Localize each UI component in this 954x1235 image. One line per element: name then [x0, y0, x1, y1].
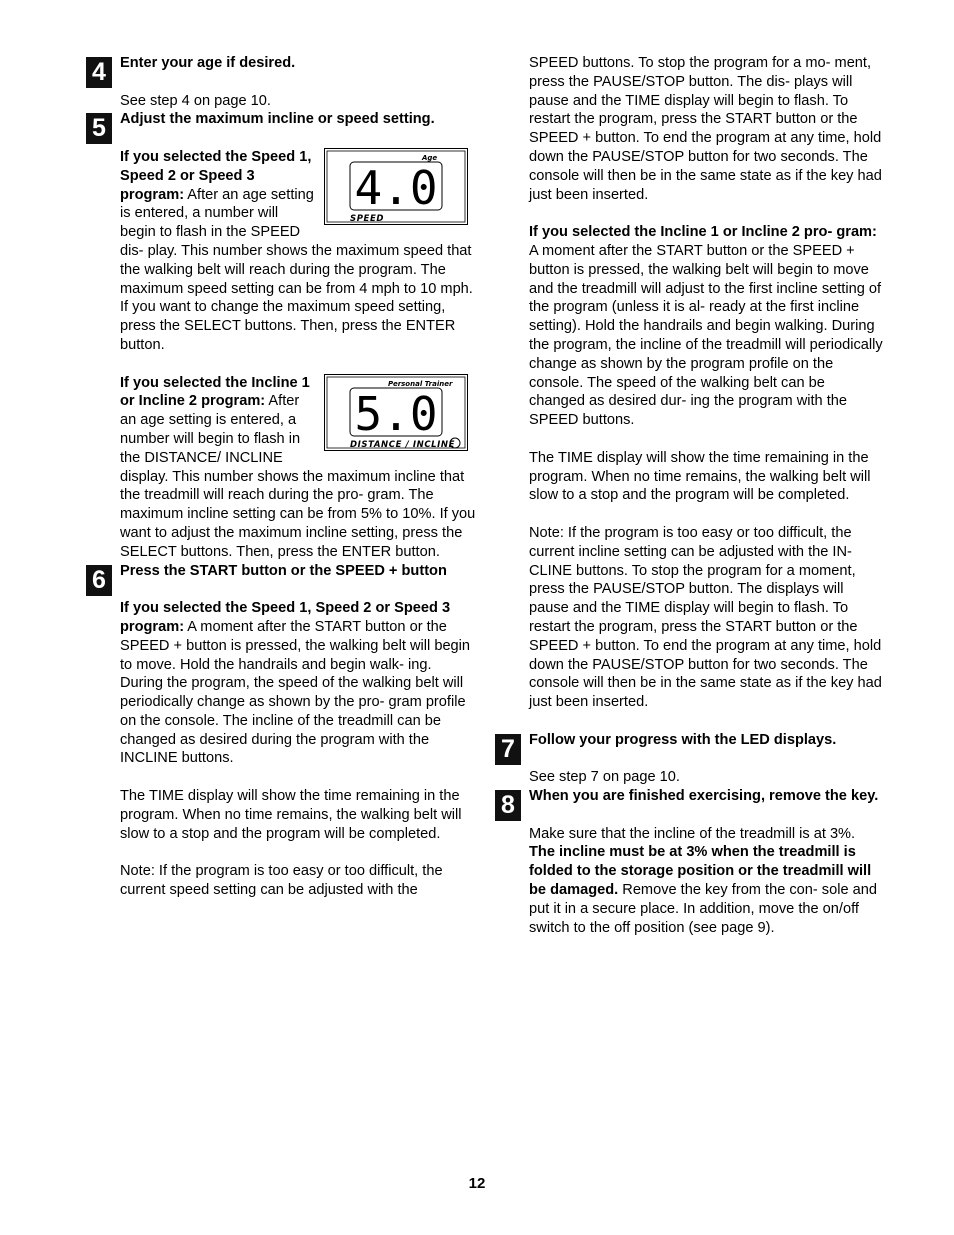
incline-display-svg: [324, 374, 468, 451]
speed-program-paragraph: [120, 599, 476, 768]
step-6: [92, 562, 476, 900]
step-number-badge: 5: [86, 113, 112, 144]
paragraph-text: Make sure that the incline of the treadmill is at 3%.: [529, 825, 856, 842]
display-top-label: Personal Trainer: [388, 379, 453, 388]
display-digits: 4.0: [354, 160, 438, 215]
speed-program-paragraph: [120, 148, 476, 355]
step-7: [501, 731, 883, 787]
display-bottom-label: DISTANCE / INCLINE: [350, 439, 456, 450]
paragraph-lead: If you selected the Incline 1 or Incline 2 pro- gram:: [529, 224, 877, 241]
time-display-paragraph: The TIME display will show the time remaining in the program. When no time remains, the walking belt will slow to a stop and the program will be completed.: [120, 788, 462, 842]
note-paragraph: Note: If the program is too easy or too difficult, the current speed setting can be adjusted with the: [120, 863, 443, 899]
display-bottom-label: SPEED: [350, 213, 385, 224]
paragraph-text: Remove the key from the con- sole and put it in a secure place. In addition, move the on/off switch to the off position (see page 9).: [529, 882, 877, 936]
step-title: Adjust the maximum incline or speed setting.: [120, 111, 435, 128]
paragraph-text: A moment after the START button or the SPEED + button is pressed, the walking belt will begin to move and the treadmill will adjust to the first incline setting of the program (unless it is al- ready at the first incline setting). Hold the handrails and begin walking. During the program, the incline of the treadmill will periodically change as shown by the program profile on the console. The speed of the walking belt can be changed as desired dur- ing the program with the SPEED buttons.: [529, 242, 883, 429]
step-title: Enter your age if desired.: [120, 55, 296, 71]
step-body: See step 7 on page 10.: [529, 769, 680, 786]
paragraph-text: A moment after the START button or the SPEED + button is pressed, the walking belt will begin to move. Hold the handrails and begin walk- ing. During the program, the speed of the walking belt will periodically change as shown by the pro- gram profile on the console. The incline of the treadmill can be changed as desired during the program with the INCLINE buttons.: [120, 618, 471, 767]
warning-text: The incline must be at 3% when the treadmill is folded to the storage position or the treadmill will be damaged.: [529, 844, 872, 899]
step-number-badge: 6: [86, 565, 112, 596]
step-title: When you are finished exercising, remove the key.: [529, 788, 879, 805]
incline-program-paragraph: [529, 223, 883, 430]
paragraph-text: After an age setting is entered, a number will begin to flash in the DISTANCE/ INCLINE display. This number shows the maximum incline that the treadmill will reach during the pro- gram. The maximum incline setting can be from 5% to 10%. If you want to adjust the maximum incline setting, press the SELECT buttons. Then, press the ENTER button.: [120, 393, 476, 560]
paragraph-lead: If you selected the Incline 1 or Incline 2 program:: [120, 374, 310, 410]
display-digits: 5.0: [354, 386, 438, 441]
step-body: [529, 825, 883, 938]
continuation-paragraph: SPEED buttons. To stop the program for a mo- ment, press the PAUSE/STOP button. The dis- plays will pause and the TIME display will begin to flash. To restart the program, press the START button or the SPEED + button. To end the program at any time, hold down the PAUSE/STOP button for two seconds. The console will then be in the same state as if the key had just been inserted.: [529, 55, 882, 203]
page-number: 12: [468, 1175, 486, 1192]
paragraph-text: After an age setting is entered, a number will begin to flash in the SPEED dis- play. This number shows the maximum speed that the walking belt will reach during the program. The maximum speed setting can be from 4 mph to 10 mph. If you want to change the maximum speed setting, press the SELECT buttons. Then, press the ENTER button.: [120, 186, 473, 353]
step-8: [501, 787, 883, 937]
step-number-badge: 7: [495, 734, 521, 765]
step-body: See step 4 on page 10.: [120, 92, 271, 109]
speed-display-svg: [324, 148, 468, 225]
display-top-label: Age: [422, 153, 438, 162]
step-5: [92, 110, 476, 561]
note-paragraph: Note: If the program is too easy or too difficult, the current incline setting can be adjusted with the IN- CLINE buttons. To stop the program for a moment, press the PAUSE/STOP button. The displays will pause and the TIME display will begin to flash. To restart the program, press the START button or the SPEED + button. To end the program at any time, hold down the PAUSE/STOP button for two seconds. The console will then be in the same state as if the key had just been inserted.: [529, 524, 882, 711]
time-display-paragraph: The TIME display will show the time remaining in the program. When no time remains, the walking belt will slow to a stop and the program will be completed.: [529, 449, 871, 504]
paragraph-lead: If you selected the Speed 1, Speed 2 or Speed 3 program:: [120, 600, 451, 635]
incline-display-illustration: [324, 374, 468, 451]
step-number-badge: 4: [86, 57, 112, 88]
left-column: [92, 54, 476, 900]
step-number-badge: 8: [495, 790, 521, 821]
step-4: [92, 54, 476, 110]
right-column: [501, 54, 883, 937]
speed-display-illustration: [324, 148, 468, 225]
step-title: Press the START button or the SPEED + button: [120, 562, 447, 579]
incline-program-paragraph: [120, 374, 476, 562]
paragraph-lead: If you selected the Speed 1, Speed 2 or Speed 3 program:: [120, 148, 312, 203]
step-title: Follow your progress with the LED displays.: [529, 731, 837, 748]
